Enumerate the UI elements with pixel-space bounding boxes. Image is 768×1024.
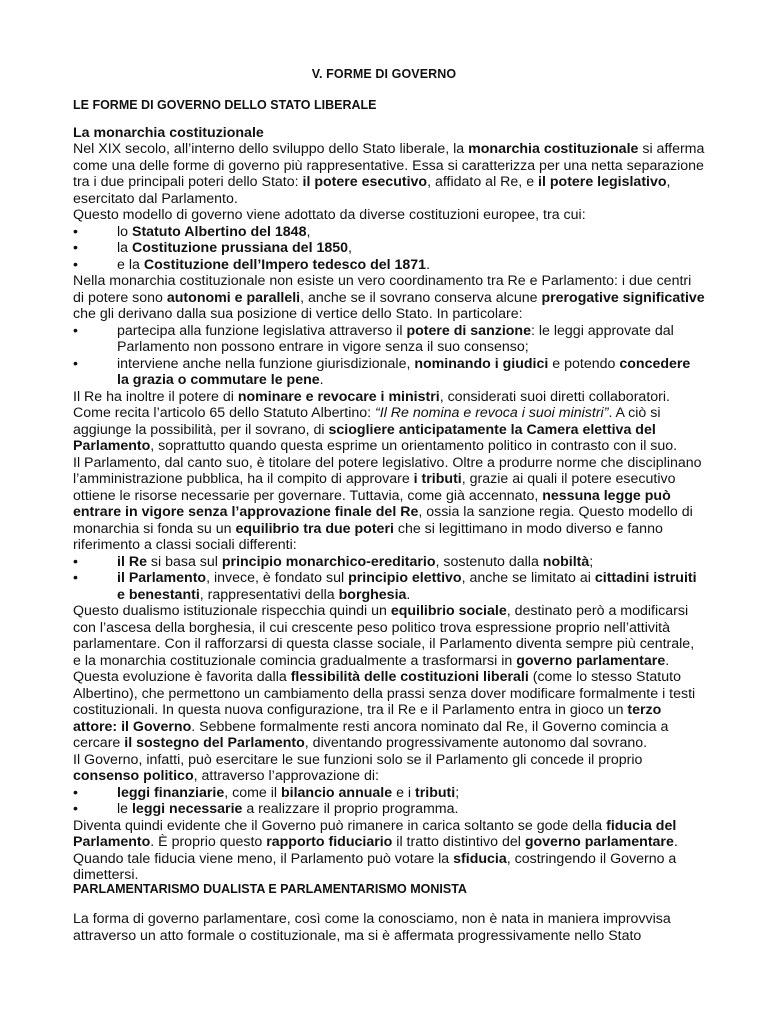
bullet-icon: • <box>73 553 78 570</box>
bold-text: terzo attore: il Governo <box>73 702 662 735</box>
text-run: . <box>319 372 324 388</box>
bold-text: governo parlamentare <box>524 834 674 850</box>
text-run: si basa sul <box>146 553 222 570</box>
text-run: , sostenuto dalla <box>435 553 543 570</box>
body-text-block-1 <box>73 141 705 884</box>
text-run: , come il <box>224 784 281 801</box>
text-run: e i <box>392 784 416 801</box>
text-run: ; <box>589 553 594 570</box>
text-run: a realizzare il proprio programma. <box>242 801 459 817</box>
text-run: , destinato però a modificarsi con l’ascesa della borghesia, il cui crescente peso politico trova espressione proprio nell’attività parlamentare. Con il rafforzarsi di questa classe sociale, il Parlamento diventa sempre più centrale, e la monarchia costituzionale comincia gradualmente a trasformarsi in <box>73 603 695 669</box>
section-heading-stato-liberale: LE FORME DI GOVERNO DELLO STATO LIBERALE <box>73 98 377 112</box>
bullet-icon: • <box>73 256 78 273</box>
text-run: , <box>306 223 311 240</box>
text-run: , costringendo il Governo a dimettersi. <box>73 850 677 883</box>
bold-text: Statuto Albertino del 1848 <box>131 223 307 240</box>
bold-text: tributi <box>415 784 456 801</box>
list-item <box>73 240 705 257</box>
list-item <box>73 554 705 571</box>
text-run: le <box>117 801 132 817</box>
bullet-icon: • <box>73 223 78 240</box>
bold-text: monarchia costituzionale <box>468 141 639 157</box>
list-item <box>73 224 705 241</box>
text-run: Questo modello di governo viene adottato da diverse costituzioni europee, tra cui: <box>73 207 586 223</box>
paragraph <box>73 911 705 944</box>
text-run: . <box>665 652 670 669</box>
list-item <box>73 570 705 603</box>
bold-text: potere di sanzione <box>406 322 531 339</box>
bold-text: autonomi e paralleli <box>166 289 301 306</box>
bullet-icon: • <box>73 240 78 256</box>
paragraph <box>73 669 705 752</box>
bold-text: il potere legislativo <box>538 174 667 190</box>
text-run: Il Governo, infatti, può esercitare le sue funzioni solo se il Parlamento gli concede il proprio <box>73 751 643 768</box>
bold-text: il sostegno del Parlamento <box>124 735 305 751</box>
bold-text: nessuna legge può entrare in vigore senza l’approvazione finale del Re <box>73 487 671 520</box>
bold-text: cittadini istruiti e benestanti <box>117 570 697 603</box>
bold-text: fiducia del Parlamento <box>73 817 677 850</box>
text-run: interviene anche nella funzione giurisdizionale, <box>117 355 415 372</box>
bold-text: governo parlamentare <box>516 652 666 669</box>
bold-text: bilancio annuale <box>280 784 393 801</box>
text-run: , considerati suoi diretti collaboratori. Come recita l’articolo 65 dello Statuto Albertino: <box>73 388 670 421</box>
text-run: , anche se limitato ai <box>461 570 595 586</box>
text-run: : le leggi approvate dal Parlamento non possono entrare in vigore senza il suo consenso; <box>117 322 674 355</box>
body-text-block-2 <box>73 911 705 944</box>
text-run: . <box>406 586 411 603</box>
text-run: . A ciò si aggiunge la possibilità, per il sovrano, di <box>73 405 661 438</box>
paragraph <box>73 818 705 884</box>
bold-text: equilibrio sociale <box>390 603 507 619</box>
paragraph <box>73 455 705 554</box>
text-run: , ossia la sanzione regia. Questo modello di monarchia si fonda su un <box>73 504 693 537</box>
bold-text: flessibilità delle costituzioni liberali <box>290 669 529 685</box>
text-run: . Quando tale fiducia viene meno, il Parlamento può votare la <box>73 834 678 867</box>
text-run: e la <box>117 256 144 273</box>
text-run: , <box>348 240 352 256</box>
text-run: ; <box>455 784 460 801</box>
paragraph <box>73 273 705 323</box>
text-run: , rappresentativi della <box>199 586 339 603</box>
bullet-icon: • <box>73 570 78 586</box>
text-run: il tratto distintivo del <box>392 834 525 850</box>
bold-text: il potere esecutivo <box>302 174 428 190</box>
bold-text: rapporto fiduciario <box>266 834 393 850</box>
bold-text: nominare e revocare i ministri <box>237 388 440 405</box>
paragraph <box>73 389 705 455</box>
bold-text: equilibrio tra due poteri <box>235 520 394 537</box>
bold-text: nobiltà <box>542 553 590 570</box>
text-run: Il Parlamento, dal canto suo, è titolare del potere legislativo. Oltre a produrre norme che disciplinano l’amministrazione pubblica, ha il compito di approvare <box>73 454 702 487</box>
list-item <box>73 785 705 802</box>
bold-text: principio elettivo <box>348 570 462 586</box>
text-run: , affidato al Re, e <box>427 174 539 190</box>
text-run: Diventa quindi evidente che il Governo può rimanere in carica soltanto se gode della <box>73 817 607 834</box>
text-run: che gli derivano dalla sua posizione di vertice dello Stato. In particolare: <box>73 306 523 322</box>
text-run: la <box>117 240 132 256</box>
bold-text: prerogative significative <box>541 289 705 306</box>
bold-text: il Re <box>117 553 147 570</box>
bullet-icon: • <box>73 801 78 817</box>
text-run: partecipa alla funzione legislativa attraverso il <box>117 322 407 339</box>
bold-text: borghesia <box>338 586 407 603</box>
bold-text: nominando i giudici <box>414 355 549 372</box>
text-run: , soprattutto quando questa esprime un orientamento politico in contrasto con il suo. <box>150 438 678 454</box>
text-run: Il Re ha inoltre il potere di <box>73 388 238 405</box>
text-run: . <box>426 256 431 273</box>
bold-text: sfiducia <box>453 850 507 867</box>
bold-text: concedere la grazia o commutare le pene <box>117 355 691 388</box>
text-run: , attraverso l’approvazione di: <box>193 768 379 784</box>
bold-text: leggi finanziarie <box>117 784 225 801</box>
text-run: , invece, è fondato sul <box>206 570 349 586</box>
paragraph <box>73 603 705 669</box>
text-run: e potendo <box>548 355 620 372</box>
text-run: , grazie ai quali il potere esecutivo ottiene le risorse necessarie per governare. Tuttavia, come già accennato, <box>73 471 676 504</box>
bold-text: Costituzione dell’Impero tedesco del 1871 <box>143 256 427 273</box>
bullet-icon: • <box>73 322 78 339</box>
text-run: . È proprio questo <box>150 834 267 850</box>
list-item <box>73 257 705 274</box>
text-run: , esercitato dal Parlamento. <box>73 174 671 207</box>
text-run: si afferma come una delle forme di governo più rappresentative. Essa si caratterizza per una netta separazione tra i due principali poteri dello Stato: <box>73 141 705 190</box>
subheading-monarchia: La monarchia costituzionale <box>73 125 264 141</box>
text-run: Questa evoluzione è favorita dalla <box>73 669 291 685</box>
bold-text: sciogliere anticipatamente la Camera elettiva del Parlamento <box>73 421 656 454</box>
bullet-icon: • <box>73 784 78 801</box>
document-title: V. FORME DI GOVERNO <box>311 67 457 81</box>
text-run: , diventando progressivamente autonomo dal sovrano. <box>304 735 648 751</box>
paragraph <box>73 207 705 224</box>
bullet-icon: • <box>73 355 78 372</box>
text-run: lo <box>117 223 132 240</box>
paragraph <box>73 752 705 785</box>
bold-text: Costituzione prussiana del 1850 <box>131 240 349 256</box>
text-run: Nel XIX secolo, all’interno dello sviluppo dello Stato liberale, la <box>73 141 469 157</box>
bold-text: leggi necessarie <box>131 801 243 817</box>
list-item <box>73 356 705 389</box>
text-run: (come lo stesso Statuto Albertino), che permettono un cambiamento della prassi senza dover modificare formalmente i testi costituzionali. In questa nuova configurazione, tra il Re e il Parlamento entra in gioco un <box>73 669 696 718</box>
italic-text: “Il Re nomina e revoca i suoi ministri” <box>375 405 609 421</box>
list-item <box>73 801 705 818</box>
section-heading-parlamentarismo: PARLAMENTARISMO DUALISTA E PARLAMENTARISMO MONISTA <box>73 882 467 896</box>
text-run: che si legittimano in modo diverso e fanno riferimento a classi sociali differenti: <box>73 520 663 553</box>
text-run: Nella monarchia costituzionale non esiste un vero coordinamento tra Re e Parlamento: i due centri di potere sono <box>73 273 692 306</box>
text-run: . Sebbene formalmente resti ancora nominato dal Re, il Governo comincia a cercare <box>73 718 669 751</box>
bold-text: il Parlamento <box>117 570 207 586</box>
bold-text: consenso politico <box>73 768 194 784</box>
text-run: , anche se il sovrano conserva alcune <box>300 289 542 306</box>
text-run: Questo dualismo istituzionale rispecchia quindi un <box>73 603 391 619</box>
paragraph <box>73 141 705 207</box>
list-item <box>73 323 705 356</box>
bold-text: principio monarchico-ereditario <box>221 553 436 570</box>
bold-text: i tributi <box>413 471 462 487</box>
text-run: La forma di governo parlamentare, così come la conosciamo, non è nata in maniera improvvisa attraverso un atto formale o costituzionale, ma si è affermata progressivamente nello Stato <box>73 911 671 944</box>
